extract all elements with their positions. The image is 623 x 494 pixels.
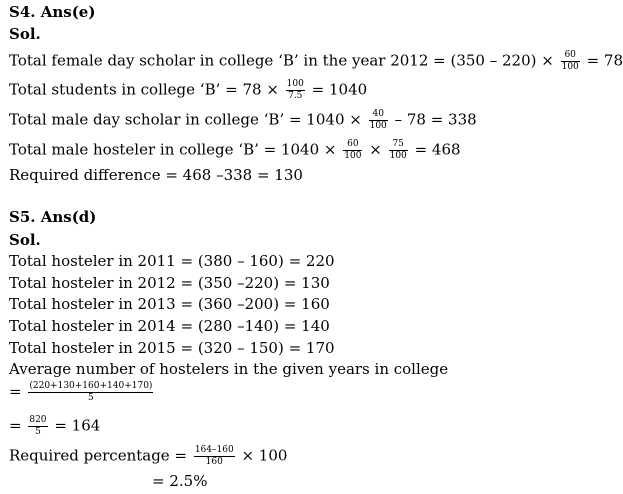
numerator: 75: [389, 140, 408, 151]
numerator: (220+130+160+140+170): [29, 381, 153, 391]
s4-line-male-day-scholar: [9, 110, 477, 131]
s5-line-hosteler-2014: Total hosteler in 2014 = (280 –140) = 140: [9, 317, 330, 335]
text: = 1040: [311, 80, 368, 99]
denominator: 100: [369, 121, 387, 131]
numerator: 164–160: [194, 445, 234, 455]
fraction: [389, 140, 408, 161]
s5-heading: S5. Ans(d): [9, 208, 97, 226]
s4-line-total-students: [9, 80, 367, 101]
s5-line-hosteler-2011: Total hosteler in 2011 = (380 – 160) = 220: [9, 252, 335, 270]
numerator: 60: [343, 140, 362, 151]
s5-line-hosteler-2012: Total hosteler in 2012 = (350 –220) = 130: [9, 274, 330, 292]
s4-heading: S4. Ans(e): [9, 3, 96, 21]
text: Required percentage =: [9, 446, 188, 465]
numerator: 820: [29, 415, 47, 425]
text: = 164: [54, 416, 101, 435]
s4-sol-label: Sol.: [9, 25, 41, 43]
fraction: [286, 80, 305, 101]
s4-line-required-difference: Required difference = 468 –338 = 130: [9, 166, 303, 184]
fraction: [194, 446, 235, 467]
fraction: [369, 110, 388, 131]
text: = 78: [586, 51, 623, 70]
numerator: 100: [286, 79, 304, 89]
fraction: [28, 382, 153, 403]
denominator: 100: [389, 151, 407, 161]
text: Total male day scholar in college ‘B’ = 1040 ×: [9, 110, 362, 129]
s5-line-required-percentage: [9, 446, 287, 467]
text: × 100: [241, 446, 288, 465]
fraction: [343, 140, 362, 161]
s5-line-percentage-result: = 2.5%: [152, 472, 208, 490]
numerator: 60: [561, 51, 580, 62]
s5-sol-label: Sol.: [9, 231, 41, 249]
denominator: 160: [205, 457, 223, 467]
numerator: 40: [369, 110, 388, 121]
text: ×: [369, 140, 382, 159]
s5-line-hosteler-2013: Total hosteler in 2013 = (360 –200) = 160: [9, 295, 330, 313]
s5-line-average-result: [9, 416, 100, 437]
text: Total students in college ‘B’ = 78 ×: [9, 80, 279, 99]
denominator: 100: [561, 62, 579, 72]
text: =: [9, 382, 22, 401]
text: Total female day scholar in college ‘B’ in the year 2012 = (350 – 220) ×: [9, 51, 554, 70]
denominator: 5: [35, 427, 41, 437]
text: =: [9, 416, 22, 435]
text: = 468: [414, 140, 461, 159]
s5-line-average-label: Average number of hostelers in the given years in college: [9, 360, 449, 378]
denominator: 7.5: [288, 91, 303, 101]
fraction: [28, 416, 47, 437]
s4-line-male-hosteler: [9, 140, 461, 161]
text: – 78 = 338: [394, 110, 477, 129]
s4-line-female-day-scholar: [9, 51, 623, 72]
denominator: 5: [88, 393, 94, 403]
fraction: [561, 51, 580, 72]
s5-line-hosteler-2015: Total hosteler in 2015 = (320 – 150) = 170: [9, 339, 335, 357]
denominator: 100: [344, 151, 362, 161]
text: Total male hosteler in college ‘B’ = 1040 ×: [9, 140, 337, 159]
s5-line-average-equation: [9, 382, 155, 403]
